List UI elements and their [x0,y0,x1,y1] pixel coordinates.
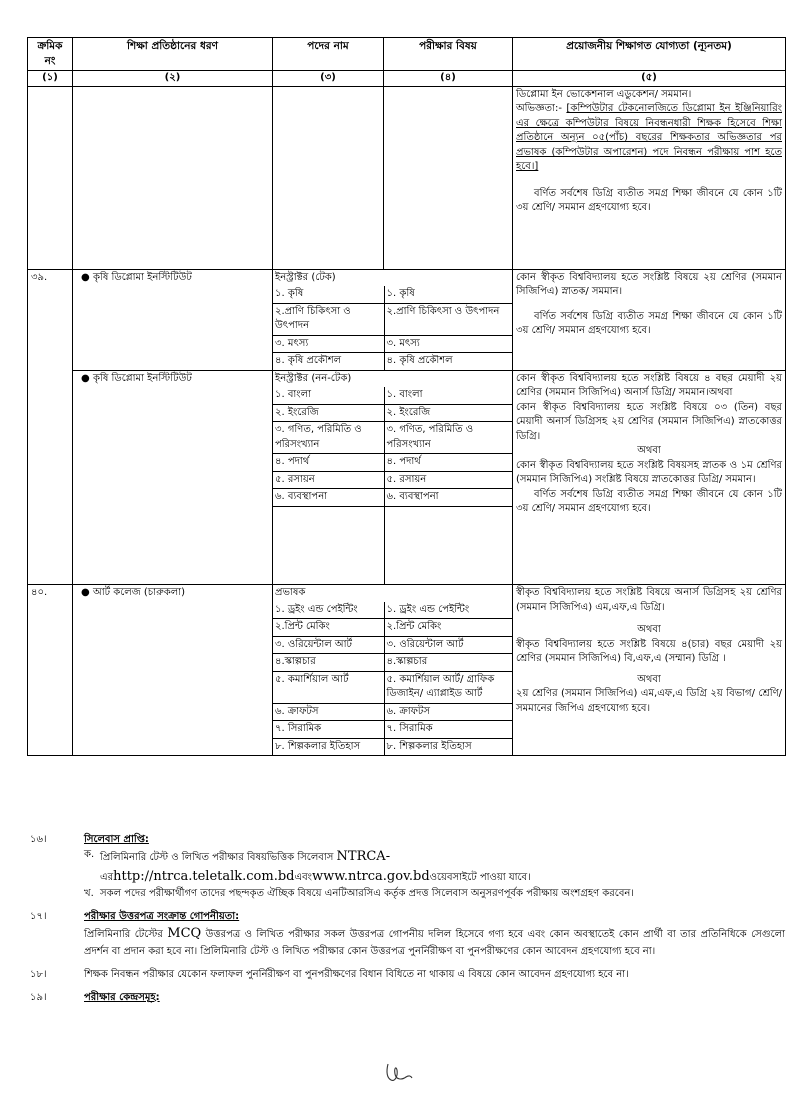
bullet-icon: ● [81,372,90,384]
table-header-row [28,38,786,71]
institution-cell: ● আর্ট কলেজ (চারুকলা) [73,585,273,756]
qualification-table [27,37,786,756]
url-link[interactable]: www.ntrca.gov.bd [311,868,430,884]
bullet-icon: ● [81,271,90,283]
subject-item: ১. কৃষি [384,286,513,303]
post-title: প্রভাষক [275,587,306,599]
post-item: ৩. ওরিয়েন্টাল আর্ট [273,636,384,654]
or-text: অথবা [637,624,661,636]
qualification-cell [513,269,786,370]
subject-item: ৩. ওরিয়েন্টাল আর্ট [384,636,513,654]
subject-item: ১. বাংলা [384,387,513,404]
section-16 [30,832,785,901]
subject-item: ২.প্রিন্ট মেকিং [384,619,513,637]
qualification-cell [513,86,786,269]
url-link[interactable]: http://ntrca.teletalk.com.bd [113,868,295,884]
subject-item: ৩. মৎস্য [384,335,513,353]
qualification-text: কোন স্বীকৃত বিশ্ববিদ্যালয় হতে সংশ্লিষ্ট বিষয়ে ২য় শ্রেণির (সমমান সিজিপিএ) স্নাতক/ সমমান। [516,271,782,298]
or-text: অথবা [637,673,661,685]
col-number: (৪) [384,71,513,87]
post-item: ২. ইংরেজি [273,404,384,422]
subject-item: ৭. সিরামিক [384,721,513,739]
post-item: ২.প্রাণি চিকিৎসা ও উৎপাদন [273,303,384,335]
post-item: ৩. গণিত, পরিমিতি ও পরিসংখ্যান [273,422,384,454]
post-item: ৭. সিরামিক [273,721,384,739]
list-key: খ. [84,888,94,899]
qualification-line: ডিপ্লোমা ইন ভোকেশনাল এডুকেশন/ সমমান। [516,88,692,100]
subject-item: ৮. শিল্পকলার ইতিহাস [384,738,513,755]
col-number: (৩) [273,71,384,87]
section-19 [30,990,785,1005]
qualification-text: স্বীকৃত বিশ্ববিদ্যালয় হতে সংশ্লিষ্ট বিষয়ে ৪(চার) বছর মেয়াদী ২য় শ্রেণির (সমমান সিজিপিএ) বি,এফ,এ (সম্মান) ডিগ্রি । [516,638,782,665]
qualification-text: কোন স্বীকৃত বিশ্ববিদ্যালয় হতে সংশ্লিষ্ট বিষয়ে ৪ বছর মেয়াদী ২য় শ্রেণির (সমমান সিজিপিএ) অনার্স ডিগ্রি/ সমমান।অথবা [516,372,782,399]
column-number-row [28,71,786,87]
table-row-continuation [28,86,786,269]
posts-subjects-table [273,585,513,755]
table-row-39a [28,269,786,370]
qualification-note: বর্ণিত সর্বশেষ ডিগ্রি ব্যতীত সমগ্র শিক্ষা জীবনে যে কোন ১টি ৩য় শ্রেণি/ সমমান গ্রহণযোগ্য হবে। [516,310,782,337]
qualification-cell [513,370,786,585]
header-serial: ক্রমিক নং [28,38,73,71]
institution-cell: ● কৃষি ডিপ্লোমা ইনস্টিটিউট [73,370,273,585]
post-item: ৬. ব্যবস্থাপনা [273,489,384,507]
notes-section [30,832,785,1013]
posts-subjects-cell [273,370,513,585]
post-item: ৪.স্কাল্পচার [273,654,384,672]
posts-subjects-table [273,371,513,585]
qualification-text: কোন স্বীকৃত বিশ্ববিদ্যালয় হতে সংশ্লিষ্ট বিষয়ে ০৩ (তিন) বছর মেয়াদী অনার্স ডিগ্রিসহ ২য় শ্রেণির (সমমান সিজিপিএ) স্নাতকোত্তর ডিগ্রি। [516,401,782,442]
subject-item: ২.প্রাণি চিকিৎসা ও উৎপাদন [384,303,513,335]
post-item: ৬. ক্রাফটস [273,703,384,721]
mcq-text: MCQ [167,926,202,941]
qualification-text: কোন স্বীকৃত বিশ্ববিদ্যালয় হতে সংশ্লিষ্ট বিষয়সহ স্নাতক ও ১ম শ্রেণির (সমমান সিজিপিএ) সংশ্লিষ্ট বিষয়ে স্নাতকোত্তর ডিগ্রি/ সমমান। [516,459,782,486]
header-exam-subject: পরীক্ষার বিষয় [384,38,513,71]
institution-cell: ● কৃষি ডিপ্লোমা ইনস্টিটিউট [73,269,273,370]
table-row-40 [28,585,786,756]
subject-item: ৫. কমার্শিয়াল আর্ট/ গ্রাফিক ডিজাইন/ এ্যাপ্লাইড আর্ট [384,671,513,703]
serial-cell: ৪০. [28,585,73,756]
post-item: ৪. কৃষি প্রকৌশল [275,355,342,367]
header-post-name: পদের নাম [273,38,384,71]
experience-paragraph [516,102,782,175]
header-institution-type: শিক্ষা প্রতিষ্ঠানের ধরণ [73,38,273,71]
subject-item: ৪. কৃষি প্রকৌশল [384,353,513,370]
section-number: ১৮। [30,968,47,980]
section-18 [30,967,785,982]
experience-label: অভিজ্ঞতা:- [516,103,567,115]
header-qualification: প্রয়োজনীয় শিক্ষাগত যোগ্যতা (ন্যূনতম) [513,38,786,71]
qualification-text: ২য় শ্রেণির (সমমান সিজিপিএ) এম,এফ,এ ডিগ্রি ২য় বিভাগ/ শ্রেণি/ সমমানের জিপিএ গ্রহণযোগ্য হবে। [516,688,782,714]
section-title: পরীক্ষার কেন্দ্রসমূহ: [84,991,160,1003]
subject-item: ৬. ক্রাফটস [384,703,513,721]
section-text: প্রিলিমিনারি টেস্টের MCQ উত্তরপত্র ও লিখিত পরীক্ষার সকল উত্তরপত্র গোপনীয় দলিল হিসেবে গণ্য হবে এবং কোন অবস্থাতেই কোন প্রার্থী বা তার প্রতিনিধিকে সেগুলো প্রদর্শন বা প্রদান করা হবে না। প্রিলিমিনারি টেস্ট ও লিখিত পরীক্ষার কোন উত্তরপত্র পুনর্নিরীক্ষণ বা পুনপরীক্ষণের কোন আবেদন গ্রহণযোগ্য হবে না। [84,926,785,957]
section-title: পরীক্ষার উত্তরপত্র সংক্রান্ত গোপনীয়তা: [84,911,240,922]
section-number: ১৯। [30,991,47,1003]
post-item: ৫. রসায়ন [273,471,384,489]
post-item: ৮. শিল্পকলার ইতিহাস [275,740,361,752]
qualification-cell [513,585,786,756]
col-number: (১) [28,71,73,87]
qualification-note: বর্ণিত সর্বশেষ ডিগ্রি ব্যতীত সমগ্র শিক্ষা জীবনে যে কোন ১টি ৩য় শ্রেণি/ সমমান গ্রহণযোগ্য হবে। [516,488,782,515]
posts-subjects-cell [273,269,513,370]
subject-item: ৫. রসায়ন [384,471,513,489]
col-number: (২) [73,71,273,87]
signature-icon [382,1058,416,1086]
subject-item: ৬. ব্যবস্থাপনা [384,489,513,507]
posts-subjects-table [273,270,513,370]
table-row-39b [28,370,786,585]
experience-text: [কম্পিউটার টেকনোলজিতে ডিপ্লোমা ইন ইঞ্জিনিয়ারিং এর ক্ষেত্রে কম্পিউটার বিষয়ে নিবন্ধনধারী শিক্ষক হিসেবে শিক্ষা প্রতিষ্ঠানে অন্যূন ০৫(পাঁচ) বছরের শিক্ষকতার অভিজ্ঞতার পর প্রভাষক (কম্পিউটার অপারেশন) পদে নিবন্ধন পরীক্ষায় পাশ হতে হবে।] [516,103,782,173]
subject-item: ১. ড্রইং এন্ড পেইন্টিং [384,602,513,619]
section-number: ১৭। [30,911,47,922]
col-number: (৫) [513,71,786,87]
post-item: ৩. মৎস্য [273,335,384,353]
org-name: NTRCA- [336,849,391,864]
post-item: ১. বাংলা [273,387,384,404]
section-number: ১৬। [30,834,47,845]
post-item: ২.প্রিন্ট মেকিং [273,619,384,637]
subject-item: ৪.স্কাল্পচার [384,654,513,672]
post-item: ৪. পদার্থ [273,454,384,472]
serial-cell: ৩৯. [28,269,73,585]
section-text: শিক্ষক নিবন্ধন পরীক্ষার যেকোন ফলাফল পুনর্নিরীক্ষণ বা পুনপরীক্ষণের বিধান বিধিতে না থাকায় এ বিষয়ে কোন আবেদন গ্রহণযোগ্য হবে না। [84,968,629,980]
post-title: ইনস্ট্রাক্টর (নন-টেক) [275,372,352,384]
section-17 [30,909,785,959]
list-item: খ. সকল পদের পরীক্ষার্থীগণ তাদের পছন্দকৃত ঐচ্ছিক বিষয়ে এনটিআরসিএ কর্তৃক প্রদত্ত সিলেবাস অনুসরণপূর্বক পরীক্ষায় অংশগ্রহণ করবেন। [84,888,634,899]
subject-item: ৪. পদার্থ [384,454,513,472]
or-text: অথবা [637,445,661,457]
post-item: ১. কৃষি [273,286,384,303]
posts-subjects-cell [273,585,513,756]
bullet-icon: ● [81,587,90,599]
list-item: ক. প্রিলিমিনারি টেস্ট ও লিখিত পরীক্ষার বিষয়ভিত্তিক সিলেবাস NTRCA- এরhttp://ntrca.teletalk.com.bdএবংwww.ntrca.gov.bdওয়েবসাইটে পাওয়া যাবে। [84,849,531,884]
list-key: ক. [84,849,95,860]
section-title: সিলেবাস প্রাপ্তি: [84,834,149,845]
qualification-note: বর্ণিত সর্বশেষ ডিগ্রি ব্যতীত সমগ্র শিক্ষা জীবনে যে কোন ১টি ৩য় শ্রেণি/ সমমান গ্রহণযোগ্য হবে। [516,187,782,214]
subject-item: ৩. গণিত, পরিমিতি ও পরিসংখ্যান [384,422,513,454]
post-item: ৫. কমার্শিয়াল আর্ট [273,671,384,703]
subject-item: ২. ইংরেজি [384,404,513,422]
qualification-text: স্বীকৃত বিশ্ববিদ্যালয় হতে সংশ্লিষ্ট বিষয়ে অনার্স ডিগ্রিসহ ২য় শ্রেণির (সমমান সিজিপিএ) এম,এফ,এ ডিগ্রি। [516,587,782,613]
post-title: ইনস্ট্রাক্টর (টেক) [275,271,336,283]
post-item: ১. ড্রইং এন্ড পেইন্টিং [273,602,384,619]
